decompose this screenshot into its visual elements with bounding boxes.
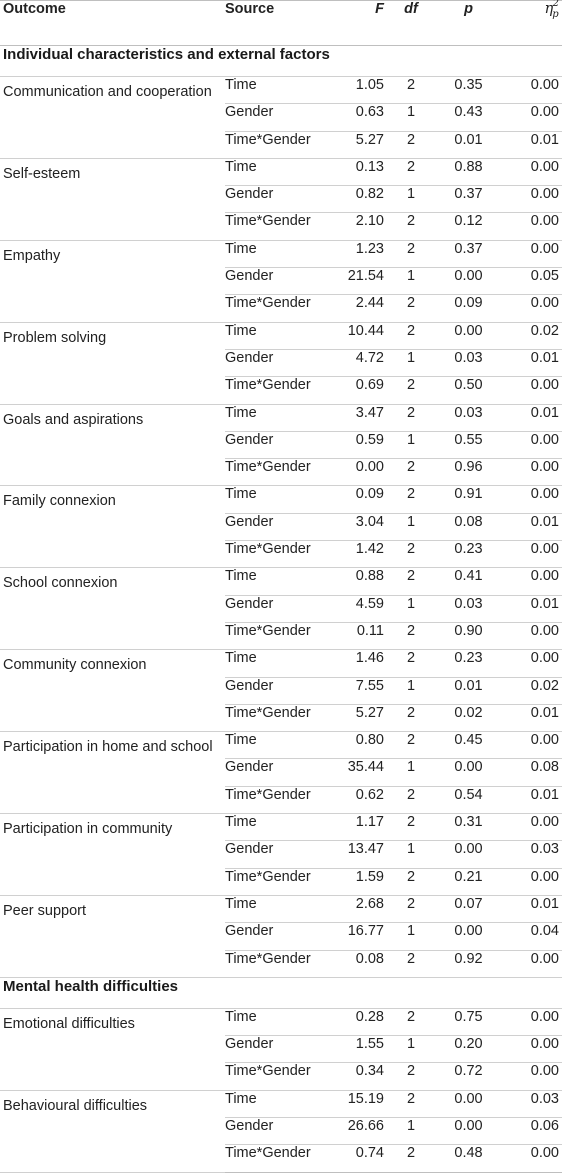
p-value-cell: 0.23 — [438, 650, 499, 677]
header-p: p — [438, 1, 499, 46]
f-value-cell: 1.05 — [328, 77, 384, 104]
outcome-name: Community connexion — [0, 650, 225, 732]
f-value-cell: 0.88 — [328, 568, 384, 595]
header-partial-eta-squared — [499, 1, 562, 46]
f-value-cell: 5.27 — [328, 131, 384, 158]
eta-value-cell: 0.00 — [499, 459, 562, 486]
eta-value-cell: 0.02 — [499, 322, 562, 349]
eta-value-cell: 0.01 — [499, 349, 562, 376]
eta-value-cell: 0.00 — [499, 622, 562, 649]
source-cell: Gender — [225, 513, 328, 540]
source-cell: Gender — [225, 677, 328, 704]
source-cell: Time — [225, 158, 328, 185]
f-value-cell: 3.47 — [328, 404, 384, 431]
source-cell: Time — [225, 814, 328, 841]
df-value-cell: 1 — [384, 186, 438, 213]
df-value-cell: 1 — [384, 677, 438, 704]
p-value-cell: 0.00 — [438, 1117, 499, 1144]
p-value-cell: 0.02 — [438, 704, 499, 731]
df-value-cell: 1 — [384, 349, 438, 376]
f-value-cell: 5.27 — [328, 704, 384, 731]
eta-value-cell: 0.00 — [499, 868, 562, 895]
source-cell: Time — [225, 486, 328, 513]
table-row — [0, 486, 562, 513]
eta-value-cell: 0.00 — [499, 650, 562, 677]
eta-value-cell: 0.01 — [499, 131, 562, 158]
source-cell: Gender — [225, 759, 328, 786]
table-row — [0, 77, 562, 104]
p-value-cell: 0.00 — [438, 759, 499, 786]
f-value-cell: 4.59 — [328, 595, 384, 622]
source-cell: Time — [225, 240, 328, 267]
f-value-cell: 16.77 — [328, 923, 384, 950]
eta-value-cell: 0.00 — [499, 541, 562, 568]
p-value-cell: 0.92 — [438, 950, 499, 977]
header-outcome: Outcome — [0, 1, 225, 46]
p-value-cell: 0.01 — [438, 677, 499, 704]
outcome-name: Behavioural difficulties — [0, 1090, 225, 1172]
eta-value-cell: 0.05 — [499, 268, 562, 295]
f-value-cell: 3.04 — [328, 513, 384, 540]
eta-value-cell: 0.00 — [499, 431, 562, 458]
eta-value-cell: 0.00 — [499, 158, 562, 185]
f-value-cell: 0.13 — [328, 158, 384, 185]
source-cell: Time — [225, 732, 328, 759]
eta-value-cell: 0.02 — [499, 677, 562, 704]
outcome-name: Problem solving — [0, 322, 225, 404]
p-value-cell: 0.37 — [438, 240, 499, 267]
outcome-name: Emotional difficulties — [0, 1008, 225, 1090]
p-value-cell: 0.45 — [438, 732, 499, 759]
p-value-cell: 0.00 — [438, 268, 499, 295]
df-value-cell: 1 — [384, 759, 438, 786]
table-row — [0, 240, 562, 267]
table-row — [0, 1090, 562, 1117]
eta-value-cell: 0.00 — [499, 568, 562, 595]
df-value-cell: 2 — [384, 950, 438, 977]
f-value-cell: 0.11 — [328, 622, 384, 649]
source-cell: Time*Gender — [225, 622, 328, 649]
section-header-row — [0, 46, 562, 77]
eta-squared-symbol: $\eta_p^2$ — [544, 0, 559, 20]
source-cell: Gender — [225, 186, 328, 213]
df-value-cell: 2 — [384, 486, 438, 513]
source-cell: Time — [225, 77, 328, 104]
f-value-cell: 1.42 — [328, 541, 384, 568]
header-df: df — [384, 1, 438, 46]
p-value-cell: 0.43 — [438, 104, 499, 131]
f-value-cell: 1.59 — [328, 868, 384, 895]
source-cell: Time — [225, 322, 328, 349]
df-value-cell: 2 — [384, 322, 438, 349]
f-value-cell: 1.23 — [328, 240, 384, 267]
source-cell: Time*Gender — [225, 868, 328, 895]
df-value-cell: 2 — [384, 377, 438, 404]
source-cell: Time*Gender — [225, 1145, 328, 1172]
f-value-cell: 35.44 — [328, 759, 384, 786]
outcome-name: Goals and aspirations — [0, 404, 225, 486]
table-row — [0, 322, 562, 349]
eta-value-cell: 0.06 — [499, 1117, 562, 1144]
f-value-cell: 0.09 — [328, 486, 384, 513]
eta-value-cell: 0.00 — [499, 77, 562, 104]
df-value-cell: 2 — [384, 240, 438, 267]
eta-value-cell: 0.00 — [499, 1063, 562, 1090]
df-value-cell: 1 — [384, 595, 438, 622]
f-value-cell: 0.00 — [328, 459, 384, 486]
source-cell: Time*Gender — [225, 786, 328, 813]
df-value-cell: 2 — [384, 1008, 438, 1035]
eta-value-cell: 0.00 — [499, 486, 562, 513]
source-cell: Time*Gender — [225, 295, 328, 322]
p-value-cell: 0.12 — [438, 213, 499, 240]
source-cell: Time — [225, 1090, 328, 1117]
df-value-cell: 2 — [384, 459, 438, 486]
df-value-cell: 2 — [384, 704, 438, 731]
p-value-cell: 0.48 — [438, 1145, 499, 1172]
f-value-cell: 13.47 — [328, 841, 384, 868]
eta-value-cell: 0.01 — [499, 895, 562, 922]
f-value-cell: 0.69 — [328, 377, 384, 404]
table-row — [0, 158, 562, 185]
outcome-name: Communication and cooperation — [0, 77, 225, 159]
source-cell: Time*Gender — [225, 131, 328, 158]
f-value-cell: 0.63 — [328, 104, 384, 131]
f-value-cell: 0.28 — [328, 1008, 384, 1035]
section-header-row — [0, 977, 562, 1008]
outcome-name: Participation in community — [0, 814, 225, 896]
source-cell: Gender — [225, 349, 328, 376]
header-source: Source — [225, 1, 328, 46]
outcome-name: Family connexion — [0, 486, 225, 568]
p-value-cell: 0.37 — [438, 186, 499, 213]
df-value-cell: 2 — [384, 158, 438, 185]
df-value-cell: 2 — [384, 404, 438, 431]
df-value-cell: 1 — [384, 841, 438, 868]
p-value-cell: 0.09 — [438, 295, 499, 322]
p-value-cell: 0.90 — [438, 622, 499, 649]
source-cell: Time*Gender — [225, 541, 328, 568]
eta-value-cell: 0.01 — [499, 404, 562, 431]
source-cell: Gender — [225, 1117, 328, 1144]
f-value-cell: 0.34 — [328, 1063, 384, 1090]
p-value-cell: 0.75 — [438, 1008, 499, 1035]
eta-value-cell: 0.00 — [499, 377, 562, 404]
source-cell: Gender — [225, 104, 328, 131]
source-cell: Time — [225, 1008, 328, 1035]
f-value-cell: 10.44 — [328, 322, 384, 349]
eta-value-cell: 0.04 — [499, 923, 562, 950]
eta-value-cell: 0.00 — [499, 213, 562, 240]
eta-value-cell: 0.00 — [499, 186, 562, 213]
df-value-cell: 2 — [384, 650, 438, 677]
df-value-cell: 1 — [384, 104, 438, 131]
eta-value-cell: 0.00 — [499, 814, 562, 841]
source-cell: Time — [225, 404, 328, 431]
df-value-cell: 2 — [384, 568, 438, 595]
f-value-cell: 2.10 — [328, 213, 384, 240]
df-value-cell: 2 — [384, 213, 438, 240]
eta-value-cell: 0.08 — [499, 759, 562, 786]
eta-value-cell: 0.00 — [499, 295, 562, 322]
df-value-cell: 1 — [384, 268, 438, 295]
p-value-cell: 0.55 — [438, 431, 499, 458]
source-cell: Gender — [225, 595, 328, 622]
f-value-cell: 26.66 — [328, 1117, 384, 1144]
outcome-name: Empathy — [0, 240, 225, 322]
table-row — [0, 404, 562, 431]
source-cell: Time*Gender — [225, 213, 328, 240]
source-cell: Time*Gender — [225, 704, 328, 731]
f-value-cell: 1.46 — [328, 650, 384, 677]
df-value-cell: 2 — [384, 732, 438, 759]
df-value-cell: 1 — [384, 923, 438, 950]
eta-value-cell: 0.03 — [499, 841, 562, 868]
source-cell: Time*Gender — [225, 1063, 328, 1090]
table-row — [0, 895, 562, 922]
f-value-cell: 2.68 — [328, 895, 384, 922]
f-value-cell: 2.44 — [328, 295, 384, 322]
table-header-row — [0, 1, 562, 46]
f-value-cell: 4.72 — [328, 349, 384, 376]
p-value-cell: 0.03 — [438, 404, 499, 431]
df-value-cell: 1 — [384, 1036, 438, 1063]
f-value-cell: 15.19 — [328, 1090, 384, 1117]
f-value-cell: 0.59 — [328, 431, 384, 458]
p-value-cell: 0.01 — [438, 131, 499, 158]
eta-value-cell: 0.00 — [499, 240, 562, 267]
table-row — [0, 732, 562, 759]
outcome-name: Participation in home and school — [0, 732, 225, 814]
f-value-cell: 7.55 — [328, 677, 384, 704]
df-value-cell: 2 — [384, 1090, 438, 1117]
p-value-cell: 0.03 — [438, 349, 499, 376]
table-row — [0, 814, 562, 841]
df-value-cell: 2 — [384, 1063, 438, 1090]
source-cell: Time — [225, 895, 328, 922]
source-cell: Time*Gender — [225, 459, 328, 486]
outcome-name: Peer support — [0, 895, 225, 977]
p-value-cell: 0.41 — [438, 568, 499, 595]
source-cell: Gender — [225, 268, 328, 295]
source-cell: Time — [225, 568, 328, 595]
p-value-cell: 0.96 — [438, 459, 499, 486]
source-cell: Time*Gender — [225, 377, 328, 404]
source-cell: Time*Gender — [225, 950, 328, 977]
df-value-cell: 2 — [384, 622, 438, 649]
source-cell: Gender — [225, 841, 328, 868]
f-value-cell: 1.55 — [328, 1036, 384, 1063]
eta-value-cell: 0.01 — [499, 704, 562, 731]
eta-value-cell: 0.00 — [499, 1036, 562, 1063]
f-value-cell: 0.62 — [328, 786, 384, 813]
f-value-cell: 0.74 — [328, 1145, 384, 1172]
df-value-cell: 2 — [384, 295, 438, 322]
df-value-cell: 2 — [384, 868, 438, 895]
df-value-cell: 2 — [384, 895, 438, 922]
p-value-cell: 0.91 — [438, 486, 499, 513]
df-value-cell: 2 — [384, 814, 438, 841]
p-value-cell: 0.20 — [438, 1036, 499, 1063]
p-value-cell: 0.07 — [438, 895, 499, 922]
eta-value-cell: 0.00 — [499, 104, 562, 131]
p-value-cell: 0.00 — [438, 322, 499, 349]
p-value-cell: 0.35 — [438, 77, 499, 104]
section-title: Mental health difficulties — [0, 977, 562, 1008]
p-value-cell: 0.31 — [438, 814, 499, 841]
df-value-cell: 1 — [384, 431, 438, 458]
p-value-cell: 0.03 — [438, 595, 499, 622]
p-value-cell: 0.50 — [438, 377, 499, 404]
p-value-cell: 0.72 — [438, 1063, 499, 1090]
f-value-cell: 0.08 — [328, 950, 384, 977]
source-cell: Gender — [225, 431, 328, 458]
f-value-cell: 1.17 — [328, 814, 384, 841]
df-value-cell: 2 — [384, 1145, 438, 1172]
f-value-cell: 0.80 — [328, 732, 384, 759]
df-value-cell: 1 — [384, 1117, 438, 1144]
table-body — [0, 46, 562, 1173]
outcome-name: School connexion — [0, 568, 225, 650]
p-value-cell: 0.88 — [438, 158, 499, 185]
eta-value-cell: 0.03 — [499, 1090, 562, 1117]
eta-value-cell: 0.00 — [499, 732, 562, 759]
df-value-cell: 1 — [384, 513, 438, 540]
p-value-cell: 0.21 — [438, 868, 499, 895]
source-cell: Gender — [225, 923, 328, 950]
eta-value-cell: 0.01 — [499, 786, 562, 813]
p-value-cell: 0.23 — [438, 541, 499, 568]
eta-value-cell: 0.00 — [499, 1145, 562, 1172]
source-cell: Time — [225, 650, 328, 677]
outcome-name: Self-esteem — [0, 158, 225, 240]
p-value-cell: 0.00 — [438, 841, 499, 868]
p-value-cell: 0.54 — [438, 786, 499, 813]
eta-value-cell: 0.01 — [499, 513, 562, 540]
df-value-cell: 2 — [384, 786, 438, 813]
df-value-cell: 2 — [384, 131, 438, 158]
p-value-cell: 0.08 — [438, 513, 499, 540]
df-value-cell: 2 — [384, 77, 438, 104]
f-value-cell: 21.54 — [328, 268, 384, 295]
p-value-cell: 0.00 — [438, 923, 499, 950]
table-row — [0, 568, 562, 595]
source-cell: Gender — [225, 1036, 328, 1063]
eta-value-cell: 0.00 — [499, 1008, 562, 1035]
header-f: F — [328, 1, 384, 46]
eta-value-cell: 0.00 — [499, 950, 562, 977]
table-row — [0, 1008, 562, 1035]
eta-value-cell: 0.01 — [499, 595, 562, 622]
section-title: Individual characteristics and external factors — [0, 46, 562, 77]
p-value-cell: 0.00 — [438, 1090, 499, 1117]
table-row — [0, 650, 562, 677]
df-value-cell: 2 — [384, 541, 438, 568]
f-value-cell: 0.82 — [328, 186, 384, 213]
